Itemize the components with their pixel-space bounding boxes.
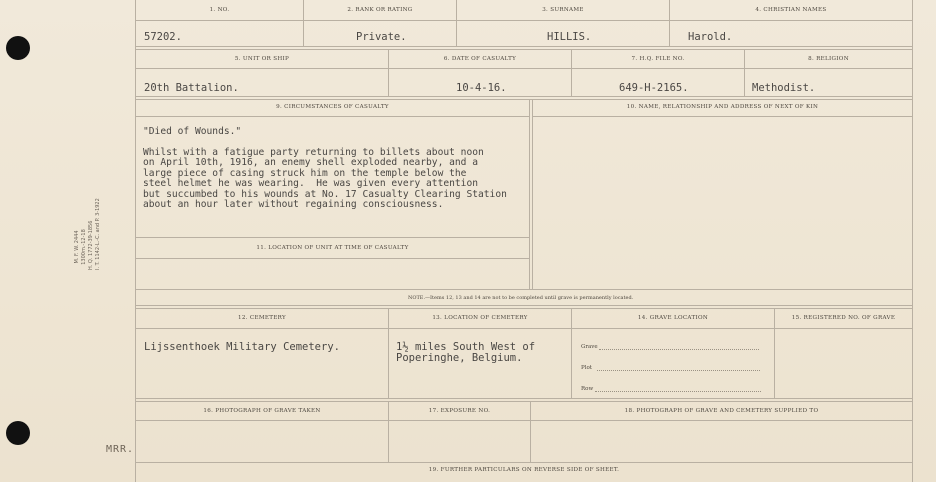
circumstances-line: steel helmet he was wearing. He was given every attention — [143, 178, 479, 190]
circumstances-heading: "Died of Wounds." — [143, 126, 242, 137]
circumstances-line: large piece of casing struck him on the temple below the — [143, 167, 467, 179]
label-grave: Grave — [581, 344, 598, 350]
circumstances-line: on April 10th, 1916, an enemy shell exploded nearby, and a — [143, 157, 479, 169]
label-surname: 3. SURNAME — [542, 7, 584, 13]
value-location-cemetery-1: 1½ miles South West of — [396, 341, 536, 353]
circumstances-line: but succumbed to his wounds at No. 17 Casualty Clearing Station — [143, 188, 507, 200]
label-row: Row — [581, 386, 594, 392]
label-registered-no: 15. REGISTERED NO. OF GRAVE — [791, 315, 896, 321]
label-photo-taken: 16. PHOTOGRAPH OF GRAVE TAKEN — [203, 408, 321, 414]
label-christian: 4. CHRISTIAN NAMES — [755, 7, 827, 13]
label-date: 6. DATE OF CASUALTY — [443, 56, 517, 62]
value-hq-file: 649-H-2165. — [619, 82, 689, 94]
label-circumstances: 9. CIRCUMSTANCES OF CASUALTY — [276, 104, 389, 110]
label-no: 1. NO. — [209, 7, 230, 13]
label-exposure: 17. EXPOSURE NO. — [428, 408, 491, 414]
value-no: 57202. — [144, 31, 182, 43]
value-unit: 20th Battalion. — [144, 82, 239, 94]
side-print: M. F. W. 2444 1300m.-12-18 H. Q. 1772-39-1856 I. T. 1142-L.-C. and P. 3-1922 — [74, 198, 101, 270]
label-location-unit: 11. LOCATION OF UNIT AT TIME OF CASUALTY — [256, 245, 409, 251]
note-text: NOTE.—Items 12, 13 and 14 are not to be completed until grave is permanently located. — [408, 295, 634, 301]
value-rank: Private. — [356, 31, 407, 43]
value-christian: Harold. — [688, 31, 733, 43]
label-further-particulars: 19. FURTHER PARTICULARS ON REVERSE SIDE OF SHEET. — [428, 467, 620, 473]
punch-hole-top — [6, 36, 30, 60]
label-hq-file: 7. H.Q. FILE NO. — [631, 56, 685, 62]
label-plot: Plot — [581, 365, 592, 371]
label-next-of-kin: 10. NAME, RELATIONSHIP AND ADDRESS OF NEXT OF KIN — [626, 104, 819, 110]
circumstances-line: Whilst with a fatigue party returning to billets about noon — [143, 147, 484, 158]
punch-hole-bottom — [6, 421, 30, 445]
label-unit: 5. UNIT OR SHIP — [234, 56, 290, 62]
value-date: 10-4-16. — [456, 82, 507, 94]
label-rank: 2. RANK OR RATING — [347, 7, 413, 13]
circumstances-line: about an hour later without regaining consciousness. — [143, 199, 444, 210]
value-location-cemetery-2: Poperinghe, Belgium. — [396, 352, 523, 364]
value-religion: Methodist. — [752, 82, 816, 94]
margin-stamp: MRR. — [106, 444, 135, 455]
label-grave-location: 14. GRAVE LOCATION — [637, 315, 709, 321]
value-cemetery: Lijssenthoek Military Cemetery. — [144, 341, 340, 353]
label-cemetery: 12. CEMETERY — [238, 315, 286, 321]
label-location-cemetery: 13. LOCATION OF CEMETERY — [432, 315, 528, 321]
label-photo-supplied: 18. PHOTOGRAPH OF GRAVE AND CEMETERY SUPPLIED TO — [624, 408, 819, 414]
value-surname: HILLIS. — [547, 31, 592, 43]
label-religion: 8. RELIGION — [808, 56, 849, 62]
